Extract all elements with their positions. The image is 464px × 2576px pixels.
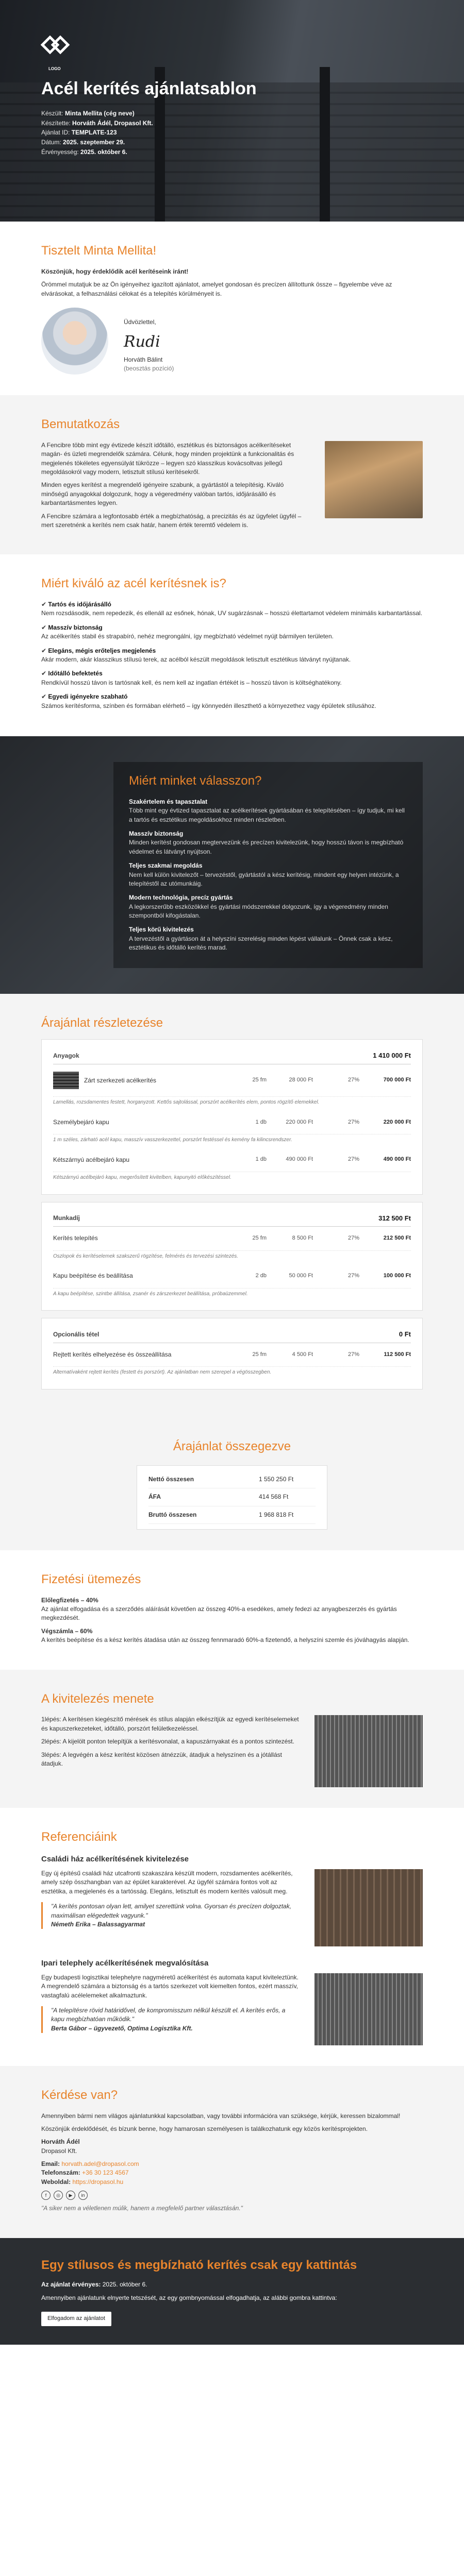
summary-table [137,1465,327,1530]
references-section [0,1808,464,2065]
benefit-title: Egyedi igényekre szabható [48,693,128,701]
youtube-icon[interactable]: ▶ [66,2191,75,2200]
item-sum: 112 500 Ft [384,1351,411,1358]
intro-lead: Köszönjük, hogy érdeklődik acél kerítéseink iránt! [41,267,189,275]
website-link[interactable]: https://dropasol.hu [72,2178,124,2185]
company-logo: LOGO [41,36,74,69]
footer-cta: Egy stílusos és megbízható kerítés csak egy kattintás Az ajánlat érvényes: 2025. október 6. Amennyiben ajánlatunk elnyerte tetszését, az egy gombnyomással elfogadhatja, az alábbi gombra kattintva: Elfogadom az ajánlatot [0,2238,464,2345]
item-note: Kétszárnyú acélbejáró kapu, megerősített kivitelben, kapunyitó előkészítéssel. [53,1175,231,1181]
contact-body-2: Köszönjük érdeklődését, és bízunk benne, hogy hamarosan személyesen is találkozhatunk egy közös kerítésprojekten. [41,2125,368,2132]
price-row [53,1064,411,1097]
pricing-title: Árajánlat részletezése [41,1015,163,1030]
benefit-item [41,600,423,618]
item-qty: 2 db [255,1273,267,1279]
benefit-text: Nem rozsdásodik, nem repedezik, és ellenáll az esőnek, hónak, UV sugárzásnak – hosszú élettartamot védelem minimális karbantartással. [41,609,423,617]
payment-step-2: A kerítés beépítése és a kész kerítés átadása után az összeg fennmaradó 60%-a fizetendő, a helyszíni szemle és jóváhagyás alapján. [41,1636,409,1644]
intro-section [0,222,464,395]
benefit-text: Az acélkerítés stabil és strapabíró, nehéz megrongálni, így megbízható védelmet nyújt bármilyen területen. [41,633,334,640]
item-sum: 100 000 Ft [383,1273,411,1279]
item-vat: 27% [347,1235,359,1242]
price-group [41,1202,423,1311]
benefit-text: Számos kerítésforma, színben és formában elérhető – így könnyedén illeszthető a környezethez vagy épületek stílusához. [41,702,376,709]
why-item-text: Több mint egy évtized tapasztalat az acélkerítések gyártásában és telepítésében – így tudjuk, mi kell a tartós és esztétikus megoldásokhoz minden részletben. [129,807,405,823]
summary-value: 414 568 Ft [259,1493,289,1501]
item-unit-price: 8 500 Ft [292,1235,313,1242]
process-photo [314,1715,423,1787]
item-vat: 27% [347,1077,359,1083]
closing-quote: "A siker nem a véletlenen múlik, hanem a megfelelő partner választásán." [41,2205,243,2212]
benefit-item [41,623,423,641]
contact-body: Amennyiben bármi nem világos ajánlatunkkal kapcsolatban, vagy további információra van szüksége, kérjük, keressen bizalommal! [41,2112,401,2120]
benefit-title: Elegáns, mégis erőteljes megjelenés [48,647,156,654]
why-item-title: Modern technológia, precíz gyártás [129,894,233,902]
reference-1-title: Családi ház acélkerítésének kivitelezése [41,1855,189,1864]
payment-step-2-title: Végszámla – 60% [41,1627,93,1635]
workers-photo [325,441,423,518]
reference-2-photo [314,1973,423,2045]
reference-1-quote: "A kerítés pontosan olyan lett, amilyet szerettünk volna. Gyorsan és precízen dolgoztak, maximálisan elégedettek vagyunk." Németh Erika – Balassagyarmat [41,1902,299,1929]
about-title: Bemutatkozás [41,417,120,431]
process-section [0,1670,464,1808]
benefit-title: Masszív biztonság [48,623,103,631]
contact-title: Kérdése van? [41,2088,118,2102]
summary-value: 1 550 250 Ft [259,1475,294,1483]
why-item-title: Teljes körű kivitelezés [129,926,194,934]
price-group-header [53,1327,411,1343]
summary-label: Bruttó összesen [148,1511,197,1518]
cta-valid-date: 2025. október 6. [102,2281,147,2289]
check-icon: ✔ [41,693,48,701]
benefit-item [41,669,423,687]
hero [0,0,464,222]
signer-name: Horváth Bálint [124,355,163,363]
summary-row [148,1488,316,1506]
item-note: A kapu beépítése, szintbe állítása, zsanér és zárszerkezet beállítása, próbaüzemmel. [53,1291,248,1297]
item-qty: 1 db [255,1118,267,1125]
price-group-name: Opcionális tétel [53,1330,100,1338]
check-icon: ✔ [41,670,48,677]
item-note: Oszlopok és kerítéselemek szakszerű rögzítése, felmérés és tervezési szintezés. [53,1253,239,1259]
reference-1-photo [314,1869,423,1946]
phone-link[interactable]: +36 30 123 4567 [82,2169,129,2177]
why-item [129,861,407,888]
item-name: Kapu beépítése és beállítása [53,1272,133,1280]
price-group [41,1318,423,1389]
item-sum: 220 000 Ft [383,1118,411,1125]
why-item-text: Nem kell külön kivitelezőt – tervezéstől, gyártástól a kész kerítésig, mindent egy helyen intézünk, a telepítéstől az utómunkáig. [129,871,399,887]
price-group [41,1039,423,1194]
benefits-title: Miért kiváló az acél kerítésnek is? [41,577,226,591]
price-row [53,1227,411,1250]
instagram-icon[interactable]: ◎ [54,2191,63,2200]
item-qty: 25 fm [252,1351,267,1358]
why-item-title: Teljes szakmai megoldás [129,862,203,870]
product-thumbnail [53,1072,79,1089]
item-name: Kétszárnyú acélbejáró kapu [53,1156,130,1163]
check-icon: ✔ [41,623,48,631]
pricing-section [0,994,464,1417]
reference-1-body: Egy új építésű családi ház utcafronti szakaszára készült modern, rozsdamentes acélkerítés, amely szép összhangban van az épület karakterével. Az ügyfél számára fontos volt az esztétika, a megjelenés és a tartósság. Elegáns, letisztult és modern kerítés valósult meg. [41,1869,293,1895]
benefit-title: Tartós és időjárásálló [48,601,111,608]
benefit-text: Akár modern, akár klasszikus stílusú terek, az acélból készült megoldások letisztult esztétikus látványt nyújtanak. [41,656,351,664]
item-sum: 490 000 Ft [383,1156,411,1163]
item-note: Alternatívaként rejtett kerítés (festett és porszórt). Az ajánlatban nem szerepel a végösszegben. [53,1369,272,1376]
reference-2-quote: "A telepítésre rövid határidővel, de kompromisszum nélkül készült el. A kerítés erős, a kapu megbízhatóan működik." Berta Gábor – ügyvezető, Optima Logisztika Kft. [41,2006,299,2033]
why-item [129,893,407,920]
price-row [53,1264,411,1288]
item-name: Rejtett kerítés elhelyezése és összeállítása [53,1351,172,1359]
item-name: Kerítés telepítés [53,1234,98,1242]
item-vat: 27% [347,1118,359,1125]
summary-row [148,1471,316,1488]
item-qty: 1 db [255,1156,267,1163]
email-link[interactable]: horvath.adel@dropasol.com [61,2160,139,2168]
price-row [53,1111,411,1134]
about-p2: Minden egyes kerítést a megrendelő igényeire szabunk, a gyártástól a telepítésig. Kiváló minőségű anyagokkal dolgozunk, hogy a végeredmény valóban tartós, időjárásálló és karbantartásmentes legyen. [41,481,284,507]
item-qty: 25 fm [252,1235,267,1242]
item-name: Személybejáró kapu [53,1118,109,1126]
why-item-text: A tervezéstől a gyártáson át a helyszíni szerelésig minden lépést vállalunk – Önnek csak a kész, esztétikus és időtálló kerítés marad. [129,935,393,952]
price-group-header [53,1048,411,1064]
item-sum: 700 000 Ft [383,1077,411,1083]
process-step: 3lépés: A legvégén a kész kerítést közösen átnézzük, átadjuk a helyszínen és a jótállást átadjuk. [41,1751,282,1767]
summary-section [0,1417,464,1550]
item-vat: 27% [347,1273,359,1279]
item-qty: 25 fm [252,1077,267,1083]
benefit-item [41,647,423,665]
price-group-header [53,1211,411,1227]
signature: Rudi [124,333,160,351]
price-group-total: 1 410 000 Ft [373,1052,411,1060]
why-item-text: A legkorszerűbb eszközökkel és gyártási módszerekkel dolgozunk, így a végeredmény minden szempontból kifogástalan. [129,903,388,920]
references-title: Referenciáink [41,1830,117,1844]
payment-title: Fizetési ütemezés [41,1572,141,1586]
item-unit-price: 28 000 Ft [289,1077,313,1083]
benefit-text: Rendkívül hosszú távon is tartósnak kell, és nem kell az ingatlan értékét is – hosszú távon is költséghatékony. [41,679,342,686]
signer-role: (beosztás pozíció) [124,365,174,372]
linkedin-icon[interactable]: in [78,2191,88,2200]
reference-2-title: Ipari telephely acélkerítésének megvalósítása [41,1958,209,1968]
benefit-item [41,692,423,710]
process-step: 2lépés: A kijelölt ponton telepítjük a kerítésvonalat, a kapuszárnyakat és a pontos szintezést. [41,1738,294,1745]
item-vat: 27% [347,1156,359,1163]
why-item [129,829,407,856]
offer-title: Acél kerítés ajánlatsablon [41,79,257,98]
item-name: Zárt szerkezeti acélkerítés [84,1076,157,1084]
payment-step-1: Az ajánlat elfogadása és a szerződés aláírását követően az összeg 40%-a esedékes, amely fedezi az anyagbeszerzés és gyártás megkezdését. [41,1605,397,1622]
reference-2-body: Egy budapesti logisztikai telephelyre nagyméretű acélkerítést és automata kaput kiviteleztünk. A megrendelő számára a biztonság és a tartós szerkezet volt kiemelten fontos, ezért masszív, vastagfalú acélelemeket alkalmaztunk. [41,1973,299,1999]
payment-step-1-title: Előlegfizetés – 40% [41,1596,98,1604]
why-item [129,925,407,952]
cta-title: Egy stílusos és megbízható kerítés csak egy kattintás [41,2258,357,2272]
summary-label: Nettó összesen [148,1475,194,1483]
price-row [53,1148,411,1172]
facebook-icon[interactable]: f [41,2191,51,2200]
cta-body: Amennyiben ajánlatunk elnyerte tetszését, az egy gombnyomással elfogadhatja, az alábbi gombra kattintva: [41,2294,337,2301]
summary-row [148,1506,316,1524]
contact-company: Dropasol Kft. [41,2147,77,2155]
why-item-title: Masszív biztonság [129,829,184,837]
payment-section [0,1550,464,1670]
item-unit-price: 220 000 Ft [286,1118,313,1125]
greeting: Tisztelt Minta Mellita! [41,244,157,258]
price-row [53,1343,411,1367]
about-p1: A Fencibre több mint egy évtizede készít időtálló, esztétikus és biztonságos acélkerítéseket magán- és üzleti megrendelők számára. Célunk, hogy minden projektünk a funkcionalitás és megjelenés tökéletes egyensúlyát tükrözze – legyen szó klasszikus kovácsoltvas jellegű megoldásokról vagy modern, letisztult stílusú kerítésekről. [41,441,294,476]
check-icon: ✔ [41,601,48,608]
item-unit-price: 50 000 Ft [289,1273,313,1279]
item-unit-price: 4 500 Ft [292,1351,313,1358]
benefit-title: Időtálló befektetés [48,670,103,677]
process-step: 1lépés: A kerítésen kiegészítő mérések és stílus alapján elkészítjük az egyedi kerítéselemeket és kapuszerkezeteket, időtálló, porszórt felületkezeléssel. [41,1716,299,1732]
item-vat: 27% [347,1351,359,1358]
price-group-name: Munkadíj [53,1214,80,1222]
check-icon: ✔ [41,647,48,654]
why-us-title: Miért minket válasszon? [129,773,262,788]
intro-body: Örömmel mutatjuk be az Ön igényeihez igazított ajánlatot, amelyet gondosan és precízen állítottunk össze – figyelembe véve az elvárásokat, a felhasználási célokat és a telepítés körülményeit is. [41,281,392,297]
why-us-section [0,736,464,994]
accept-offer-button[interactable]: Elfogadom az ajánlatot [41,2312,111,2326]
summary-label: ÁFA [148,1493,161,1501]
price-group-total: 0 Ft [399,1330,411,1338]
summary-value: 1 968 818 Ft [259,1511,294,1518]
about-p3: A Fencibre számára a legfontosabb érték a megbízhatóság, a precizitás és az ügyfelet ügyfél – mert szeretnénk a kerítés nem csak határ, hanem érték teremtő védelem is. [41,512,302,529]
signature-block [41,308,423,375]
why-item-title: Szakértelem és tapasztalat [129,798,208,805]
price-group-name: Anyagok [53,1052,79,1060]
price-group-total: 312 500 Ft [378,1214,411,1222]
item-note: 1 m széles, zárható acél kapu, masszív vasszerkezettel, porszórt festéssel és kemény fa kilincsrendszer. [53,1137,292,1143]
contact-section: Kérdése van? Amennyiben bármi nem világos ajánlatunkkal kapcsolatban, vagy további információra van szüksége, kérjük, keressen bizalommal! Köszönjük érdeklődését, és bízunk benne, hogy hamarosan személyesen is találkozhatunk egy közös kerítésprojekten. Horváth Ádél Dropasol Kft. Email: horvath.adel@dropasol.com Telefonszám: +36 30 123 4567 Weboldal: https://dropasol.hu f ◎ ▶ in "A siker nem a véletlenen múlik, hanem a megfelelő partner választásán." [0,2066,464,2238]
social-links [41,2191,423,2200]
about-section [0,395,464,554]
why-item-text: Minden kerítést gondosan megtervezünk és precízen kivitelezünk, hogy hosszú távon is megbízható védelmet és látványt nyújtson. [129,839,404,855]
summary-title: Árajánlat összegezve [173,1439,291,1453]
item-note: Lamellás, rozsdamentes festett, horganyzott. Kettős sajtolással, porszórt acélkerítés elem, pontos rögzítő elemekkel. [53,1099,320,1106]
avatar [41,308,108,375]
offer-meta: Készült: Minta Mellita (cég neve) Készítette: Horváth Ádél, Dropasol Kft. Ajánlat ID: TEMPLATE-123 Dátum: 2025. szeptember 29. Érvényesség: 2025. október 6. [41,110,153,156]
regards: Üdvözlettel, [124,318,156,326]
contact-name: Horváth Ádél [41,2138,80,2146]
item-sum: 212 500 Ft [383,1235,411,1242]
benefits-section [0,554,464,736]
process-title: A kivitelezés menete [41,1691,154,1706]
item-unit-price: 490 000 Ft [286,1156,313,1163]
why-item [129,798,407,824]
